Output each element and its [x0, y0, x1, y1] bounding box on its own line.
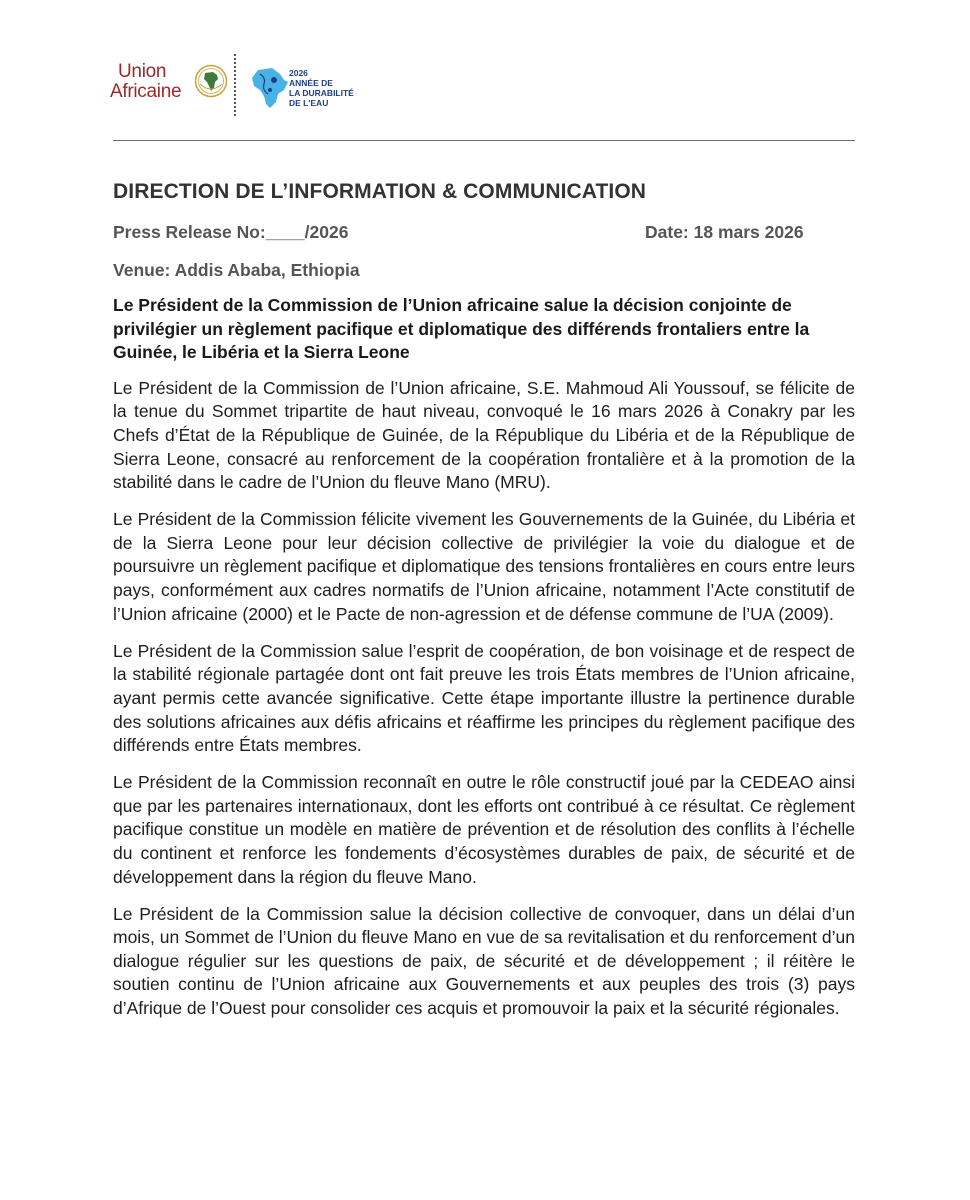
header-rule [113, 140, 855, 141]
water-year: 2026 [289, 68, 308, 78]
water-year-text [289, 68, 354, 108]
body-paragraph: Le Président de la Commission salue la décision collective de convoquer, dans un délai d’un mois, un Sommet de l’Union du fleuve Mano en vue de sa revitalisation et du renforcement d’un dialogue régulier sur les questions de paix, de sécurité et de développement ; il réitère le soutien continu de l’Union africaine aux Gouvernements et aux peuples des trois (3) pays d’Afrique de l’Ouest pour consolider ces acquis et promouvoir la paix et la sécurité régionales. [113, 903, 855, 1019]
african-union-wordmark [110, 62, 181, 102]
release-date: Date: 18 mars 2026 [645, 222, 804, 242]
body-paragraph: Le Président de la Commission salue l’esprit de coopération, de bon voisinage et de respect de la stabilité régionale partagée dont ont fait preuve les trois États membres de l’Union africaine, ayant permis cette avancée significative. Cette étape importante illustre la pertinence durable des solutions africaines aux défis africains et réaffirme les principes du règlement pacifique des différends entre États membres. [113, 640, 855, 756]
letterhead [110, 50, 870, 120]
release-venue: Venue: Addis Ababa, Ethiopia [113, 260, 360, 280]
african-union-logo [110, 62, 228, 114]
department-heading: DIRECTION DE L’INFORMATION & COMMUNICATION [113, 180, 647, 203]
water-line1: ANNÉE DE [289, 78, 333, 88]
press-release-number: Press Release No:____/2026 [113, 222, 349, 242]
body-paragraph: Le Président de la Commission de l’Union africaine, S.E. Mahmoud Ali Youssouf, se félicite de la tenue du Sommet tripartite de haut niveau, convoqué le 16 mars 2026 à Conakry par les Chefs d’État de la République de Guinée, de la République du Libéria et de la République de Sierra Leone, consacré au renforcement de la coopération frontalière et à la promotion de la stabilité dans le cadre de l’Union du fleuve Mano (MRU). [113, 377, 855, 493]
press-release-title: Le Président de la Commission de l’Union africaine salue la décision conjointe de privilégier un règlement pacifique et diplomatique des différends frontaliers entre la Guinée, le Libéria et la Sierra Leone [113, 295, 810, 363]
press-release-body [113, 294, 855, 1034]
water-line2: LA DURABILITÉ [289, 88, 354, 98]
water-line3: DE L'EAU [289, 98, 329, 108]
au-logo-line2: Africaine [110, 81, 182, 102]
body-paragraph: Le Président de la Commission reconnaît en outre le rôle constructif joué par la CEDEAO ainsi que par les partenaires internationaux, dont les efforts ont contribué à ce résultat. Ce règlement pacifique constitue un modèle en matière de prévention et de résolution des conflits à l’échelle du continent et renforce les fondements d’écosystèmes durables de paix, de sécurité et de développement dans la région du fleuve Mano. [113, 772, 855, 887]
africa-water-map-icon [246, 64, 294, 112]
body-paragraph: Le Président de la Commission félicite vivement les Gouvernements de la Guinée, du Libéria et de la Sierra Leone pour leur décision collective de privilégier la voie du dialogue et de poursuivre un règlement pacifique et diplomatique des tensions frontalières en cours entre leurs pays, conformément aux cadres normatifs de l’Union africaine, notamment l’Acte constitutif de l’Union africaine (2000) et le Pacte de non-agression et de défense commune de l’UA (2009). [113, 509, 855, 624]
water-year-logo [246, 64, 366, 116]
au-logo-line1: Union [118, 61, 167, 82]
au-emblem-icon [194, 64, 228, 98]
logo-divider [234, 54, 236, 116]
